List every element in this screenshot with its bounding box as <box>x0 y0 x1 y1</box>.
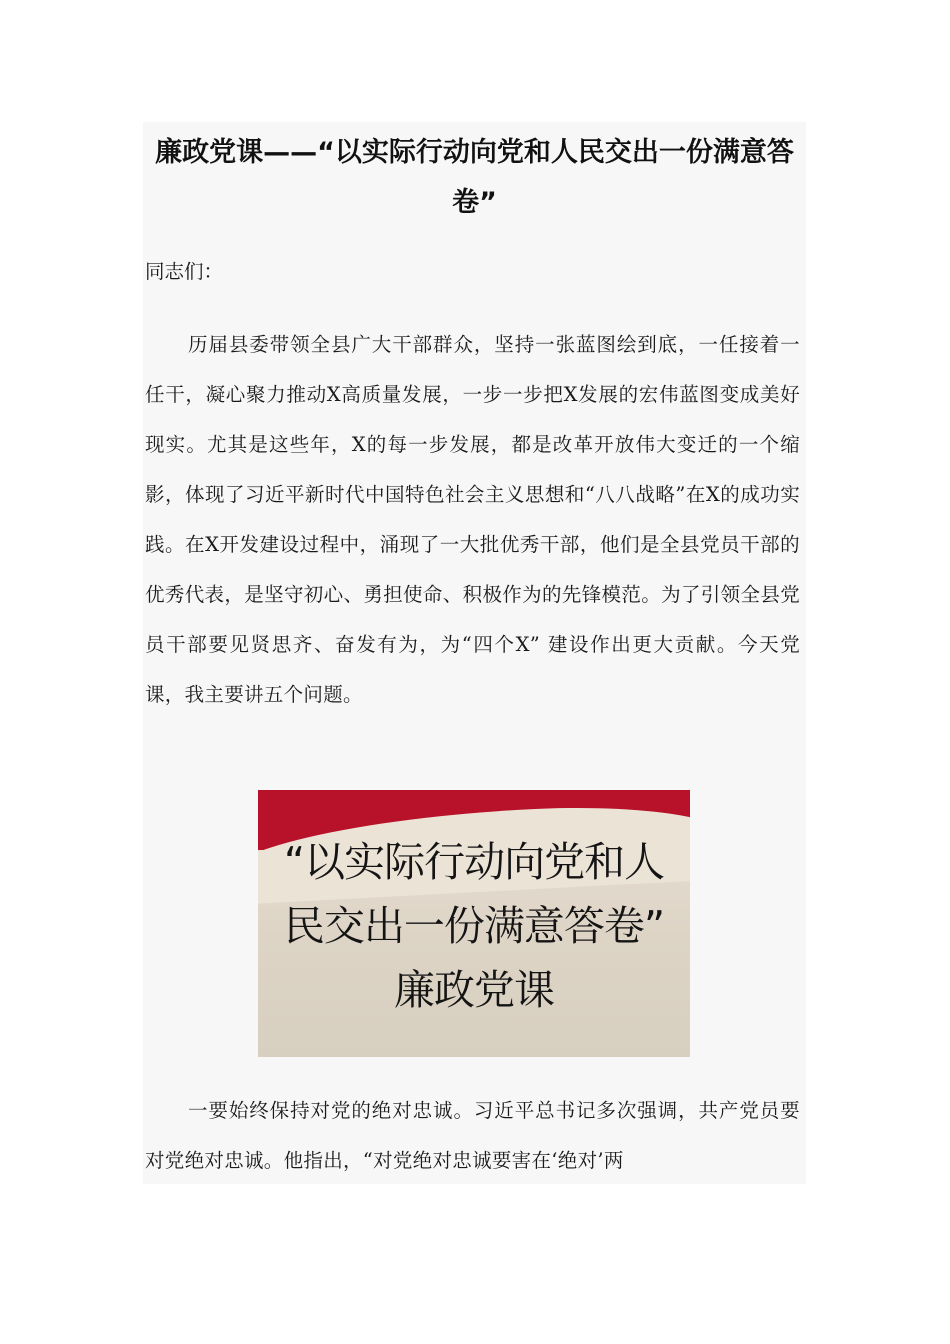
banner-text <box>258 830 690 1022</box>
document-title: 廉政党课——“以实际行动向党和人民交出一份满意答卷” <box>155 137 794 218</box>
banner-line-2: 民交出一份满意答卷” <box>283 902 665 950</box>
banner-line-1: “以实际行动向党和人 <box>283 838 665 886</box>
body-paragraph-1: 历届县委带领全县广大干部群众，坚持一张蓝图绘到底，一任接着一任干，凝心聚力推动X高质量发展，一步一步把X发展的宏伟蓝图变成美好现实。尤其是这些年，X的每一步发展，都是改革开放伟大变迁的一个缩影，体现了习近平新时代中国特色社会主义思想和“八八战略”在X的成功实践。在X开发建设过程中，涌现了一大批优秀干部，他们是全县党员干部的优秀代表，是坚守初心、勇担使命、积极作为的先锋模范。为了引领全县党员干部要见贤思齐、奋发有为，为“四个X” 建设作出更大贡献。今天党课，我主要讲五个问题。 <box>145 333 800 706</box>
greeting: 同志们： <box>145 260 224 283</box>
banner-line-3: 廉政党课 <box>394 966 554 1014</box>
title-banner-image <box>258 790 690 1057</box>
body-paragraph-2: 一要始终保持对党的绝对忠诚。习近平总书记多次强调，共产党员要对党绝对忠诚。他指出，“对党绝对忠诚要害在‘绝对’两 <box>145 1099 800 1172</box>
